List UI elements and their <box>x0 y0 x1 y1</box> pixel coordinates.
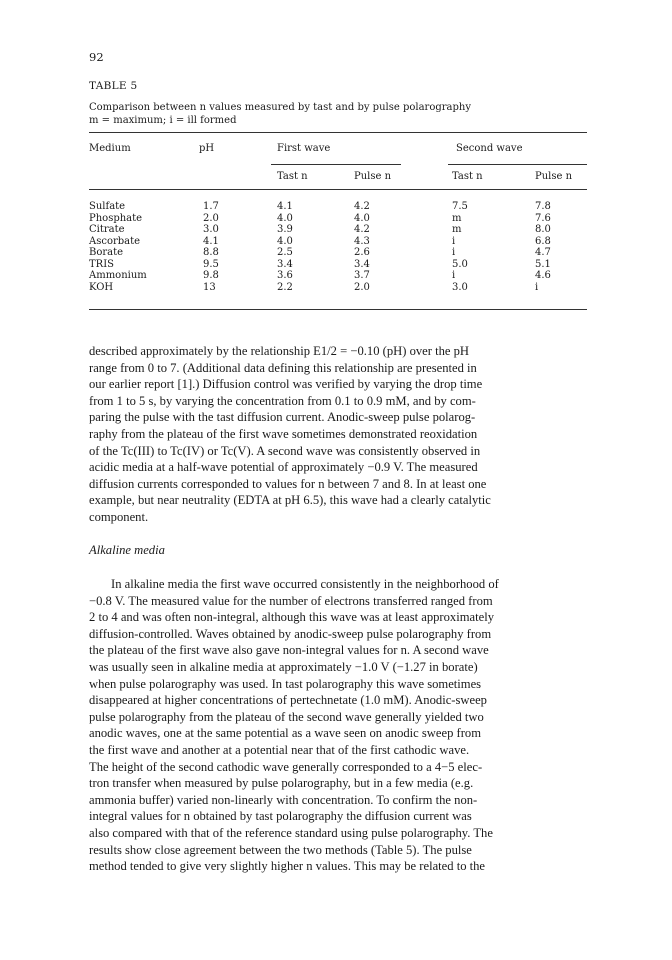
cell-second-tast: m <box>452 212 462 224</box>
paragraph-1 <box>89 343 589 526</box>
cell-second-tast: m <box>452 224 462 235</box>
cell-ph: 4.1 <box>203 235 219 247</box>
table-caption-line-1: Comparison between n values measured by tast and by pulse polarography <box>89 102 471 113</box>
header-tast-n-first-text: Tast n <box>277 171 308 182</box>
header-first-wave: First wave <box>277 143 331 154</box>
header-second-wave: Second wave <box>456 143 523 154</box>
cell-first-tast: 4.0 <box>277 212 293 224</box>
table-caption <box>89 101 471 127</box>
cell-second-tast: i <box>452 235 456 247</box>
cell-first-pulse: 4.0 <box>354 212 370 224</box>
cell-second-tast: i <box>452 247 456 258</box>
cell-ph: 9.8 <box>203 270 219 281</box>
cell-first-pulse: 2.0 <box>354 281 370 293</box>
header-tast-n-second-text: Tast n <box>452 171 483 182</box>
cell-second-pulse: 6.8 <box>535 235 551 247</box>
section-heading: Alkaline media <box>89 543 165 557</box>
paragraph-2-text: In alkaline media the first wave occurred consistently in the neighborhood of −0.8 V. The measured value for the number of electrons transferred ranged from 2 to 4 and was often non-integral, although this wave was at least approximately diffusion-controlled. Waves obtained by anodic-sweep pulse polarography from the plateau of the first wave also gave non-integral values for n. A second wave was usually seen in alkaline media at approximately −1.0 V (−1.27 in borate) when pulse polarography was used. In tast polarography this wave sometimes disappeared at higher concentrations of pertechnetate (1.0 mM). Anodic-sweep pulse polarography from the plateau of the second wave generally yielded two anodic waves, one at the same potential as a wave seen on anodic sweep from the first wave and another at a potential near that of the first cathodic wave. The height of the second cathodic wave generally corresponded to a 4−5 elec- tron transfer when measured by pulse polarography, but in a few media (e.g. ammonia buffer) varied non-linearly with concentration. To confirm the non- integral values for n obtained by tast polarography the diffusion current was also compared with that of the reference standard using pulse polarography. The results show close agreement between the two methods (Table 5). The pulse method tended to give very slightly higher n values. This may be related to the <box>89 577 499 874</box>
cell-second-tast: 3.0 <box>452 281 468 293</box>
second-wave-rule <box>448 164 587 165</box>
cell-medium: KOH <box>89 281 114 293</box>
cell-second-pulse: 7.8 <box>535 201 551 212</box>
header-pulse-n-first <box>354 171 391 182</box>
cell-second-pulse: i <box>535 281 539 293</box>
table-bottom-rule <box>89 309 587 310</box>
header-pulse-n-first-text: Pulse n <box>354 171 392 182</box>
cell-first-pulse: 3.7 <box>354 270 370 281</box>
cell-second-tast: 5.0 <box>452 258 468 270</box>
header-pulse-n-second <box>535 171 572 182</box>
table-label: TABLE 5 <box>89 80 138 92</box>
cell-ph: 2.0 <box>203 212 219 224</box>
cell-second-pulse: 4.7 <box>535 247 551 258</box>
cell-medium: Citrate <box>89 224 125 235</box>
table-caption-line-2: m = maximum; i = ill formed <box>89 115 237 126</box>
header-medium: Medium <box>89 143 131 154</box>
cell-ph: 13 <box>203 281 216 293</box>
header-pulse-n-second-text: Pulse n <box>535 171 573 182</box>
cell-first-tast: 2.2 <box>277 281 293 293</box>
cell-ph: 1.7 <box>203 201 219 212</box>
cell-first-tast: 3.6 <box>277 270 293 281</box>
cell-medium: Sulfate <box>89 201 126 212</box>
cell-first-tast: 2.5 <box>277 247 293 258</box>
cell-second-pulse: 5.1 <box>535 258 551 270</box>
cell-ph: 9.5 <box>203 258 219 270</box>
page-number: 92 <box>89 50 104 64</box>
header-ph: pH <box>199 143 215 154</box>
cell-ph: 8.8 <box>203 247 219 258</box>
paragraph-1-text: described approximately by the relationship E1/2 = −0.10 (pH) over the pH range from 0 to 7. (Additional data defining this relationship are presented in our earlier report [1].) Diffusion control was verified by varying the drop time from 1 to 5 s, by varying the concentration from 0.1 to 0.9 mM, and by com- paring the pulse with the tast diffusion current. Anodic-sweep pulse polarog- raphy from the plateau of the first wave sometimes demonstrated reoxidation of the Tc(III) to Tc(IV) or Tc(V). A second wave was consistently observed in acidic media at a half-wave potential of approximately −0.9 V. The measured diffusion currents corresponded to values for n between 7 and 8. In at least one example, but near neutrality (EDTA at pH 6.5), this wave had a clearly catalytic component. <box>89 344 491 524</box>
first-wave-rule <box>271 164 401 165</box>
cell-second-tast: i <box>452 270 456 281</box>
cell-medium: Phosphate <box>89 212 143 224</box>
cell-ph: 3.0 <box>203 224 219 235</box>
table-header-rule <box>89 189 587 190</box>
cell-first-tast: 4.0 <box>277 235 293 247</box>
cell-second-pulse: 4.6 <box>535 270 551 281</box>
cell-first-pulse: 4.2 <box>354 201 370 212</box>
cell-first-pulse: 2.6 <box>354 247 370 258</box>
header-tast-n-first <box>277 171 308 182</box>
cell-medium: TRIS <box>89 258 114 270</box>
cell-medium: Ammonium <box>89 270 147 281</box>
table-top-rule <box>89 132 587 133</box>
cell-first-pulse: 3.4 <box>354 258 370 270</box>
cell-second-tast: 7.5 <box>452 201 468 212</box>
cell-first-tast: 3.9 <box>277 224 293 235</box>
cell-first-pulse: 4.3 <box>354 235 370 247</box>
cell-medium: Borate <box>89 247 124 258</box>
cell-second-pulse: 7.6 <box>535 212 551 224</box>
cell-first-tast: 3.4 <box>277 258 293 270</box>
cell-medium: Ascorbate <box>89 235 141 247</box>
cell-first-tast: 4.1 <box>277 201 293 212</box>
cell-second-pulse: 8.0 <box>535 224 551 235</box>
paragraph-2 <box>89 576 589 875</box>
cell-first-pulse: 4.2 <box>354 224 370 235</box>
header-tast-n-second <box>452 171 483 182</box>
